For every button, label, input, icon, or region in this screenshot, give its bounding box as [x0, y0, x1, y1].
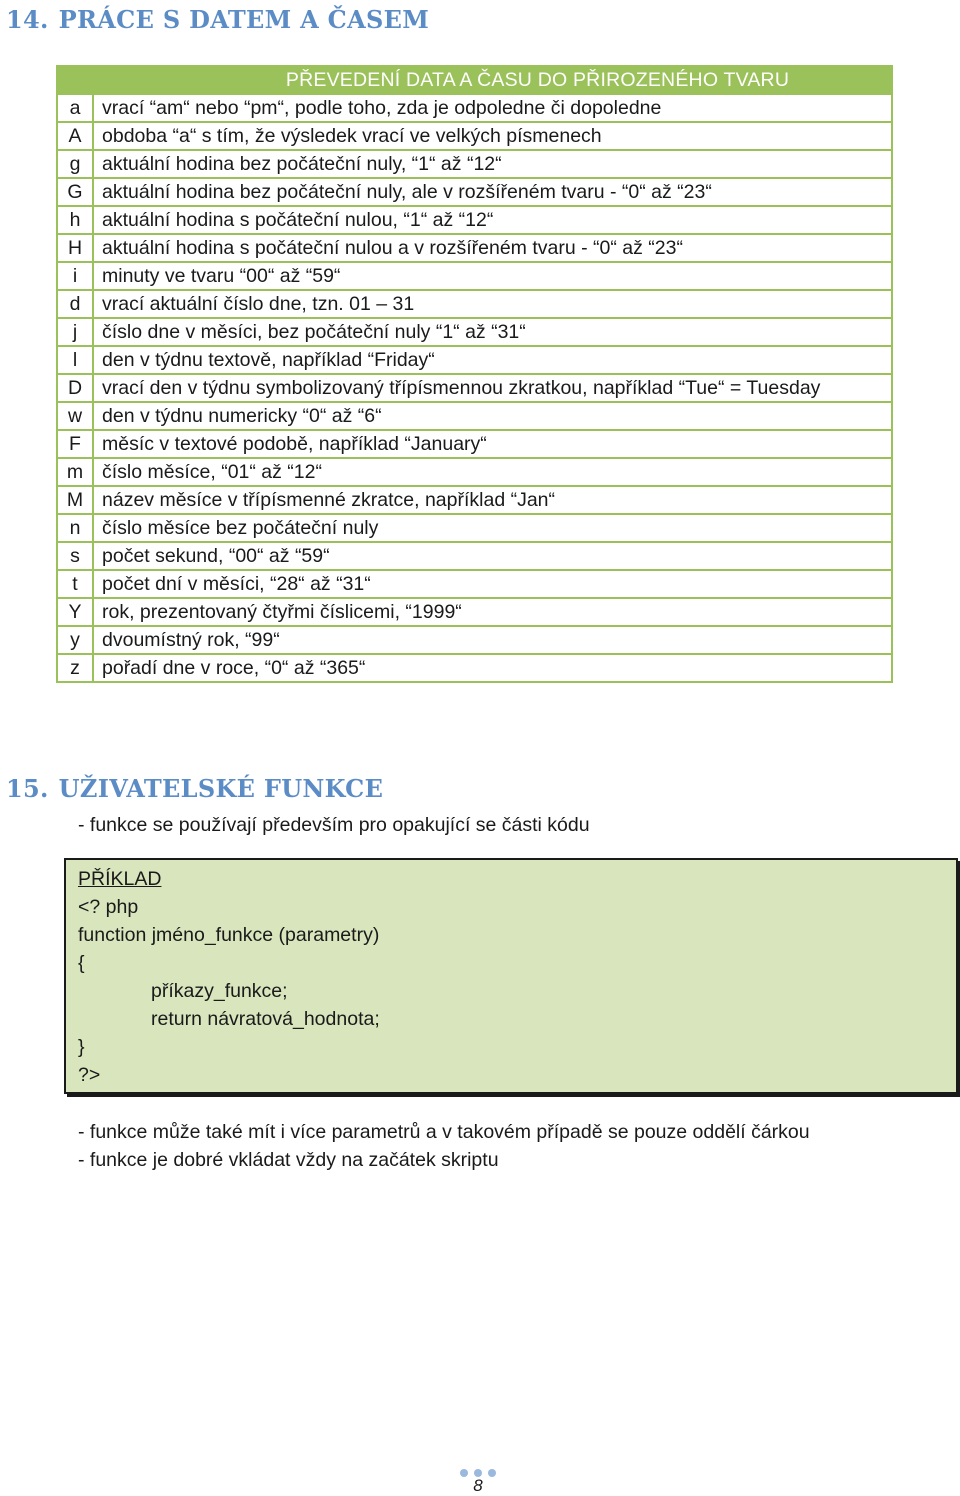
table-row — [57, 290, 892, 318]
format-key: h — [57, 206, 93, 234]
table-row — [57, 318, 892, 346]
format-description: den v týdnu textově, například “Friday“ — [93, 346, 892, 374]
code-line: příkazy_funkce; — [151, 980, 288, 1002]
format-key: D — [57, 374, 93, 402]
format-description: počet sekund, “00“ až “59“ — [93, 542, 892, 570]
format-key: i — [57, 262, 93, 290]
format-key: A — [57, 122, 93, 150]
format-key: F — [57, 430, 93, 458]
footer-dots-icon — [448, 1464, 508, 1474]
table-row — [57, 458, 892, 486]
section-number: 14. — [6, 5, 49, 34]
format-key: y — [57, 626, 93, 654]
section-title: PRÁCE S DATEM A ČASEM — [58, 5, 430, 34]
table-header-row — [57, 66, 892, 94]
format-key: H — [57, 234, 93, 262]
table-row — [57, 626, 892, 654]
table-row — [57, 514, 892, 542]
table-row — [57, 262, 892, 290]
code-line: function jméno_funkce (parametry) — [78, 924, 380, 946]
format-description: aktuální hodina s počáteční nulou a v rozšířeném tvaru - “0“ až “23“ — [93, 234, 892, 262]
date-format-table — [56, 65, 893, 683]
format-key: m — [57, 458, 93, 486]
intro-text: - funkce se používají především pro opakující se části kódu — [78, 814, 590, 836]
example-title: PŘÍKLAD — [78, 868, 162, 890]
format-description: vrací “am“ nebo “pm“, podle toho, zda je odpoledne či dopoledne — [93, 94, 892, 122]
format-key: s — [57, 542, 93, 570]
table-row — [57, 542, 892, 570]
section-number: 15. — [6, 774, 49, 803]
table-row — [57, 374, 892, 402]
format-description: název měsíce v třípísmenné zkratce, například “Jan“ — [93, 486, 892, 514]
format-description: den v týdnu numericky “0“ až “6“ — [93, 402, 892, 430]
table-row — [57, 598, 892, 626]
format-key: a — [57, 94, 93, 122]
format-key: Y — [57, 598, 93, 626]
table-row — [57, 430, 892, 458]
code-line: <? php — [78, 896, 139, 918]
format-description: počet dní v měsíci, “28“ až “31“ — [93, 570, 892, 598]
code-line: ?> — [78, 1064, 101, 1086]
table-row — [57, 206, 892, 234]
table-header-title: PŘEVEDENÍ DATA A ČASU DO PŘIROZENÉHO TVARU — [93, 66, 892, 94]
format-key: g — [57, 150, 93, 178]
format-description: měsíc v textové podobě, například “January“ — [93, 430, 892, 458]
table-row — [57, 94, 892, 122]
page-number: 8 — [473, 1476, 483, 1495]
format-description: aktuální hodina bez počáteční nuly, “1“ až “12“ — [93, 150, 892, 178]
header-key-cell — [57, 66, 93, 94]
format-key: G — [57, 178, 93, 206]
format-description: vrací den v týdnu symbolizovaný třípísmennou zkratkou, například “Tue“ = Tuesday — [93, 374, 892, 402]
format-description: aktuální hodina s počáteční nulou, “1“ až “12“ — [93, 206, 892, 234]
format-key: M — [57, 486, 93, 514]
format-description: číslo měsíce bez počáteční nuly — [93, 514, 892, 542]
format-description: obdoba “a“ s tím, že výsledek vrací ve velkých písmenech — [93, 122, 892, 150]
format-key: z — [57, 654, 93, 682]
note-text: - funkce je dobré vkládat vždy na začátek skriptu — [78, 1149, 499, 1171]
table-row — [57, 178, 892, 206]
format-description: číslo dne v měsíci, bez počáteční nuly “1“ až “31“ — [93, 318, 892, 346]
format-key: d — [57, 290, 93, 318]
section-14-heading — [6, 5, 429, 34]
section-title: UŽIVATELSKÉ FUNKCE — [58, 774, 384, 803]
table-row — [57, 122, 892, 150]
format-description: dvoumístný rok, “99“ — [93, 626, 892, 654]
example-box — [64, 858, 958, 1094]
table-row — [57, 402, 892, 430]
table-row — [57, 486, 892, 514]
format-key: w — [57, 402, 93, 430]
table-row — [57, 654, 892, 682]
section-15-heading — [6, 774, 383, 803]
format-description: aktuální hodina bez počáteční nuly, ale v rozšířeném tvaru - “0“ až “23“ — [93, 178, 892, 206]
format-description: vrací aktuální číslo dne, tzn. 01 – 31 — [93, 290, 892, 318]
code-line: { — [78, 952, 85, 974]
format-key: l — [57, 346, 93, 374]
table-row — [57, 346, 892, 374]
format-key: t — [57, 570, 93, 598]
format-description: rok, prezentovaný čtyřmi číslicemi, “1999“ — [93, 598, 892, 626]
table-row — [57, 150, 892, 178]
format-key: n — [57, 514, 93, 542]
format-key: j — [57, 318, 93, 346]
table-row — [57, 570, 892, 598]
note-text: - funkce může také mít i více parametrů a v takovém případě se pouze oddělí čárkou — [78, 1121, 810, 1143]
format-description: číslo měsíce, “01“ až “12“ — [93, 458, 892, 486]
table-row — [57, 234, 892, 262]
page-footer — [448, 1464, 508, 1496]
code-block — [78, 893, 956, 1089]
code-line: return návratová_hodnota; — [151, 1008, 380, 1030]
code-line: } — [78, 1036, 85, 1058]
format-description: pořadí dne v roce, “0“ až “365“ — [93, 654, 892, 682]
format-description: minuty ve tvaru “00“ až “59“ — [93, 262, 892, 290]
